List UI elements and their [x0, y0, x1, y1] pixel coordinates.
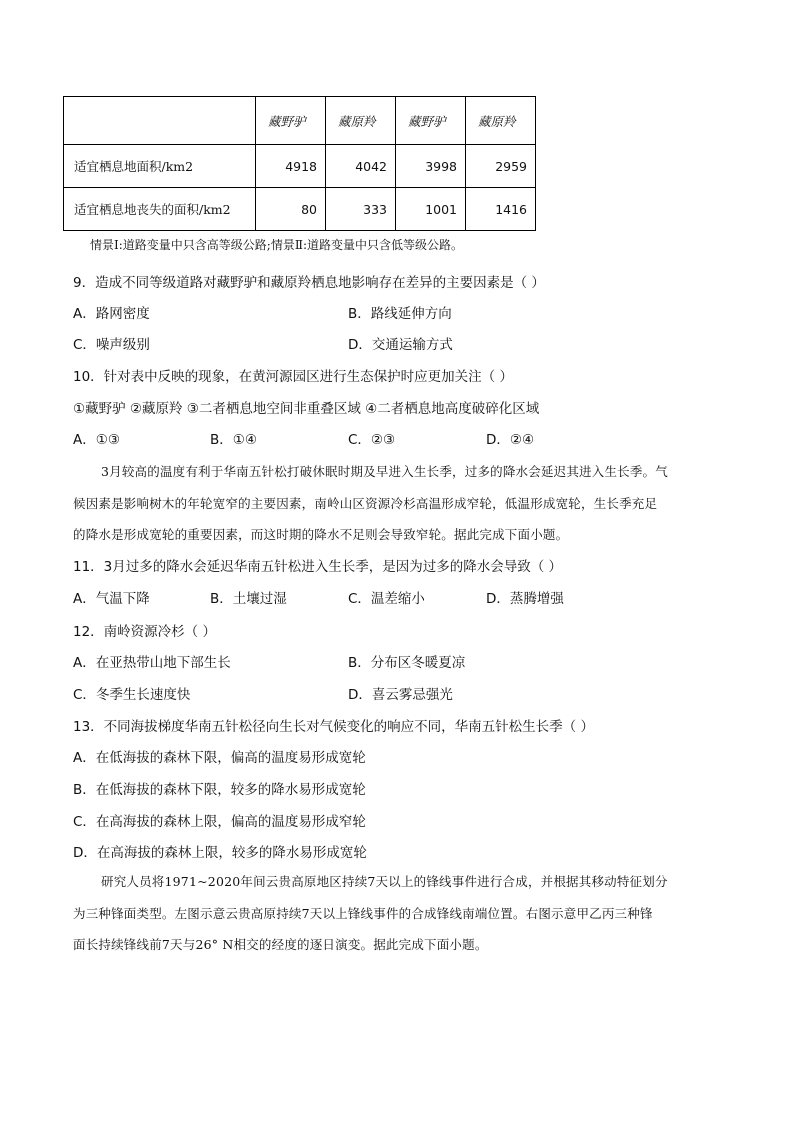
question-10-option-c[interactable]: C．②③ [348, 432, 396, 448]
question-10-stem: 10．针对表中反映的现象，在黄河源园区进行生态保护时应更加关注（ ） [73, 369, 513, 385]
question-12-stem: 12．南岭资源冷杉（ ） [73, 624, 216, 640]
table-row [64, 188, 536, 231]
table-row [64, 145, 536, 188]
question-9-option-b[interactable]: B．路线延伸方向 [348, 306, 452, 322]
table-cell: 2959 [466, 145, 536, 188]
table-cell: 4918 [256, 145, 326, 188]
habitat-table [63, 96, 536, 231]
table-header-cell-empty [64, 97, 256, 145]
passage-conifer [73, 456, 743, 551]
passage-line: 为三种锋面类型。左图示意云贵高原持续7天以上锋线事件的合成锋线南端位置。右图示意甲乙丙三种锋 [73, 905, 653, 921]
question-10-items: ①藏野驴 ②藏原羚 ③二者栖息地空间非重叠区域 ④二者栖息地高度破碎化区域 [73, 401, 540, 417]
table-note: 情景Ⅰ:道路变量中只含高等级公路;情景Ⅱ:道路变量中只含低等级公路。 [90, 238, 464, 252]
table-cell: 3998 [396, 145, 466, 188]
table-header-cell: 藏野驴 [396, 97, 466, 145]
table-header-cell: 藏野驴 [256, 97, 326, 145]
question-11-option-b[interactable]: B．土壤过湿 [210, 591, 287, 607]
question-12-option-c[interactable]: C．冬季生长速度快 [73, 687, 191, 703]
question-11-option-a[interactable]: A．气温下降 [73, 591, 150, 607]
question-11-stem: 11．3月过多的降水会延迟华南五针松进入生长季，是因为过多的降水会导致（ ） [73, 559, 563, 575]
question-13-option-d[interactable]: D．在高海拔的森林上限，较多的降水易形成宽轮 [73, 845, 367, 861]
question-10-option-b[interactable]: B．①④ [210, 432, 257, 448]
question-13-option-b[interactable]: B．在低海拔的森林下限，较多的降水易形成宽轮 [73, 782, 366, 798]
table-cell: 333 [326, 188, 396, 231]
question-10-option-d[interactable]: D．②④ [486, 432, 535, 448]
table-cell: 1001 [396, 188, 466, 231]
question-9-option-d[interactable]: D．交通运输方式 [348, 337, 453, 353]
passage-front [73, 866, 743, 961]
table-row-label: 适宜栖息地面积/km2 [64, 145, 256, 188]
passage-line: 的降水是形成宽轮的重要因素，而这时期的降水不足则会导致窄轮。据此完成下面小题。 [73, 527, 569, 542]
question-13-option-a[interactable]: A．在低海拔的森林下限，偏高的温度易形成宽轮 [73, 750, 366, 766]
passage-line: 面长持续锋线前7天与26° N相交的经度的逐日演变。据此完成下面小题。 [73, 937, 488, 952]
question-9-option-a[interactable]: A．路网密度 [73, 306, 150, 322]
question-13-option-c[interactable]: C．在高海拔的森林上限，偏高的温度易形成窄轮 [73, 814, 366, 830]
question-9-stem: 9．造成不同等级道路对藏野驴和藏原羚栖息地影响存在差异的主要因素是（ ） [73, 275, 545, 291]
question-12-option-d[interactable]: D．喜云雾忌强光 [348, 687, 453, 703]
table-row-label: 适宜栖息地丧失的面积/km2 [64, 188, 256, 231]
question-10-option-a[interactable]: A．①③ [73, 432, 120, 448]
table-cell: 4042 [326, 145, 396, 188]
question-12-option-a[interactable]: A．在亚热带山地下部生长 [73, 655, 231, 671]
table-cell: 80 [256, 188, 326, 231]
table-cell: 1416 [466, 188, 536, 231]
question-13-stem: 13．不同海拔梯度华南五针松径向生长对气候变化的响应不同，华南五针松生长季（ ） [73, 719, 594, 735]
question-11-option-c[interactable]: C．温差缩小 [348, 591, 425, 607]
table-header-cell: 藏原羚 [326, 97, 396, 145]
question-12-option-b[interactable]: B．分布区冬暖夏凉 [348, 655, 466, 671]
passage-line: 3月较高的温度有利于华南五针松打破休眠时期及早进入生长季，过多的降水会延迟其进入生长季。气 [101, 464, 668, 479]
table-header-row [64, 97, 536, 145]
question-9-option-c[interactable]: C．噪声级别 [73, 337, 150, 353]
table-header-cell: 藏原羚 [466, 97, 536, 145]
passage-line: 候因素是影响树木的年轮宽窄的主要因素，南岭山区资源冷杉高温形成窄轮，低温形成宽轮，生长季充足 [73, 495, 658, 511]
passage-line: 研究人员将1971~2020年间云贵高原地区持续7天以上的锋线事件进行合成，并根据其移动特征划分 [101, 874, 668, 889]
question-11-option-d[interactable]: D．蒸腾增强 [486, 591, 564, 607]
